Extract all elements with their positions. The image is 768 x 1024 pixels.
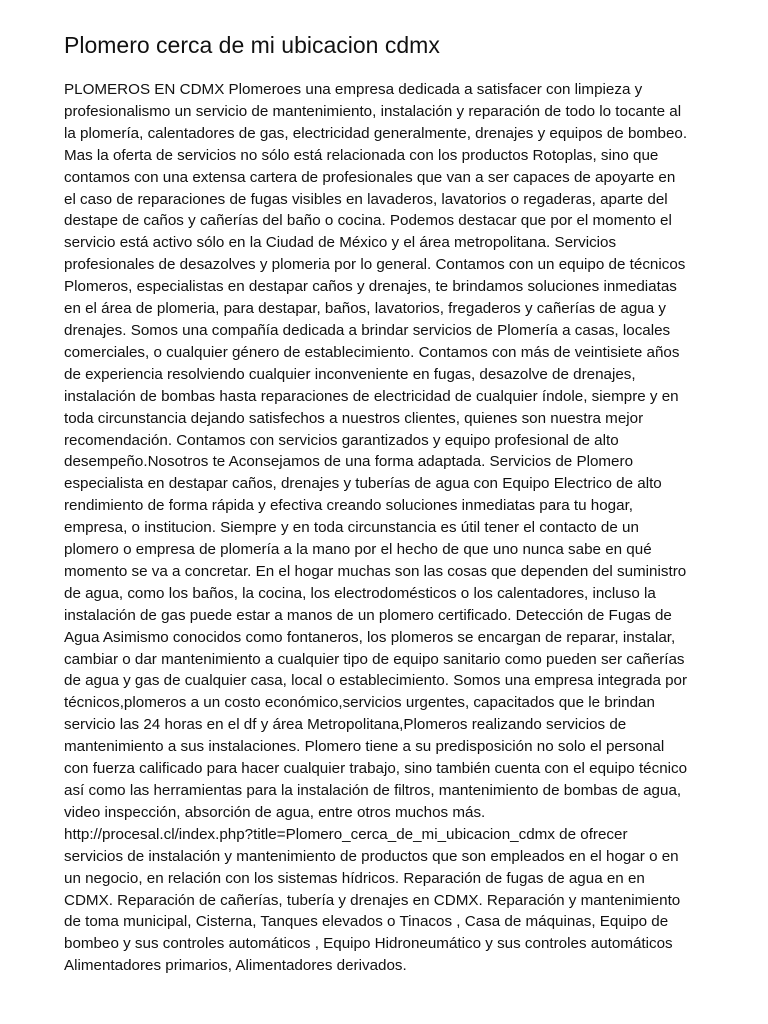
text-line: bombeo y sus controles automáticos , Equipo Hidroneumático y sus controles automáticos [64, 935, 673, 953]
text-line: CDMX. Reparación de cañerías, tubería y drenajes en CDMX. Reparación y mantenimiento [64, 891, 681, 909]
text-line: plomero o empresa de plomería a la mano por el hecho de que uno nunca sabe en qué [64, 541, 652, 559]
text-line: comerciales, o cualquier género de establecimiento. Contamos con más de veintisiete años [64, 343, 680, 361]
text-line: momento se va a concretar. En el hogar muchas son las cosas que dependen del suministro [64, 562, 687, 580]
text-line: la plomería, calentadores de gas, electricidad generalmente, drenajes y equipos de bombeo. [64, 124, 688, 142]
text-line: drenajes. Somos una compañía dedicada a brindar servicios de Plomería a casas, locales [64, 321, 671, 339]
text-line: video inspección, absorción de agua, entre otros muchos más. [64, 803, 486, 821]
text-line: profesionalismo un servicio de mantenimiento, instalación y reparación de todo lo tocante al [64, 102, 682, 120]
text-line: profesionales de desazolves y plomeria por lo general. Contamos con un equipo de técnicos [64, 256, 686, 274]
text-line: así como las herramientas para la instalación de filtros, mantenimiento de bombas de agua, [64, 782, 682, 799]
text-line: Mas la oferta de servicios no sólo está relacionada con los productos Rotoplas, sino que [64, 146, 659, 164]
body-paragraph [64, 79, 714, 977]
text-line: instalación de bombas hasta reparaciones de electricidad de cualquier índole, siempre y en [64, 387, 679, 405]
text-line: de agua y gas de cualquier casa, local o establecimiento. Somos una empresa integrada por [64, 672, 688, 690]
text-line: rendimiento de forma rápida y efectiva creando soluciones inmediatas para tu hogar, [64, 497, 634, 515]
text-line: Agua Asimismo conocidos como fontaneros, los plomeros se encargan de reparar, instalar, [64, 628, 676, 646]
text-line: un negocio, en relación con los sistemas hídricos. Reparación de fugas de agua en en [64, 869, 645, 887]
text-line: empresa, o institucion. Siempre y en toda circunstancia es útil tener el contacto de un [64, 519, 639, 537]
text-line: técnicos,plomeros a un costo económico,servicios urgentes, capacitados que le brindan [64, 694, 655, 712]
text-line: con fuerza calificado para hacer cualquier trabajo, sino también cuenta con el equipo técnico [64, 760, 688, 778]
text-line: recomendación. Contamos con servicios garantizados y equipo profesional de alto [64, 431, 619, 449]
text-line: instalación de gas puede estar a manos de un plomero certificado. Detección de Fugas de [64, 606, 672, 624]
text-line: PLOMEROS EN CDMX Plomeroes una empresa dedicada a satisfacer con limpieza y [64, 81, 643, 98]
text-line: contamos con una extensa cartera de profesionales que van a ser capaces de apoyarte en [64, 168, 676, 186]
page-title: Plomero cerca de mi ubicacion cdmx [64, 32, 440, 58]
text-line: en el área de plomeria, para destapar, baños, lavatorios, fregaderos y cañerías de agua y [64, 300, 666, 318]
text-line: Alimentadores primarios, Alimentadores derivados. [64, 957, 407, 975]
text-line: cambiar o dar mantenimiento a cualquier tipo de equipo sanitario como pueden ser cañerías [64, 650, 685, 668]
text-line: desempeño.Nosotros te Aconsejamos de una forma adaptada. Servicios de Plomero [64, 453, 634, 471]
text-line: especialista en destapar caños, drenajes y tuberías de agua con Equipo Electrico de alto [64, 475, 662, 493]
text-line: servicios de instalación y mantenimiento de productos que son empleados en el hogar o en [64, 847, 679, 865]
text-line: destape de caños y cañerías del baño o cocina. Podemos destacar que por el momento el [64, 212, 672, 230]
text-line: Plomeros, especialistas en destapar caños y drenajes, te brindamos soluciones inmediatas [64, 278, 677, 296]
text-line: http://procesal.cl/index.php?title=Plomero_cerca_de_mi_ubicacion_cdmx de ofrecer [64, 825, 628, 843]
text-line: servicio está activo sólo en la Ciudad de México y el área metropolitana. Servicios [64, 234, 617, 252]
text-line: de toma municipal, Cisterna, Tanques elevados o Tinacos , Casa de máquinas, Equipo de [64, 913, 669, 931]
text-line: servicio las 24 horas en el df y área Metropolitana,Plomeros realizando servicios de [64, 716, 627, 734]
text-line: de agua, como los baños, la cocina, los electrodomésticos o los calentadores, incluso la [64, 584, 656, 602]
text-line: mantenimiento a sus instalaciones. Plomero tiene a su predisposición no solo el personal [64, 738, 665, 756]
text-line: toda circunstancia dejando satisfechos a nuestros clientes, quienes son nuestra mejor [64, 409, 644, 427]
text-line: el caso de reparaciones de fugas visibles en lavaderos, lavatorios o regaderas, aparte del [64, 190, 668, 208]
text-line: de experiencia resolviendo cualquier inconveniente en fugas, desazolve de drenajes, [64, 365, 636, 383]
